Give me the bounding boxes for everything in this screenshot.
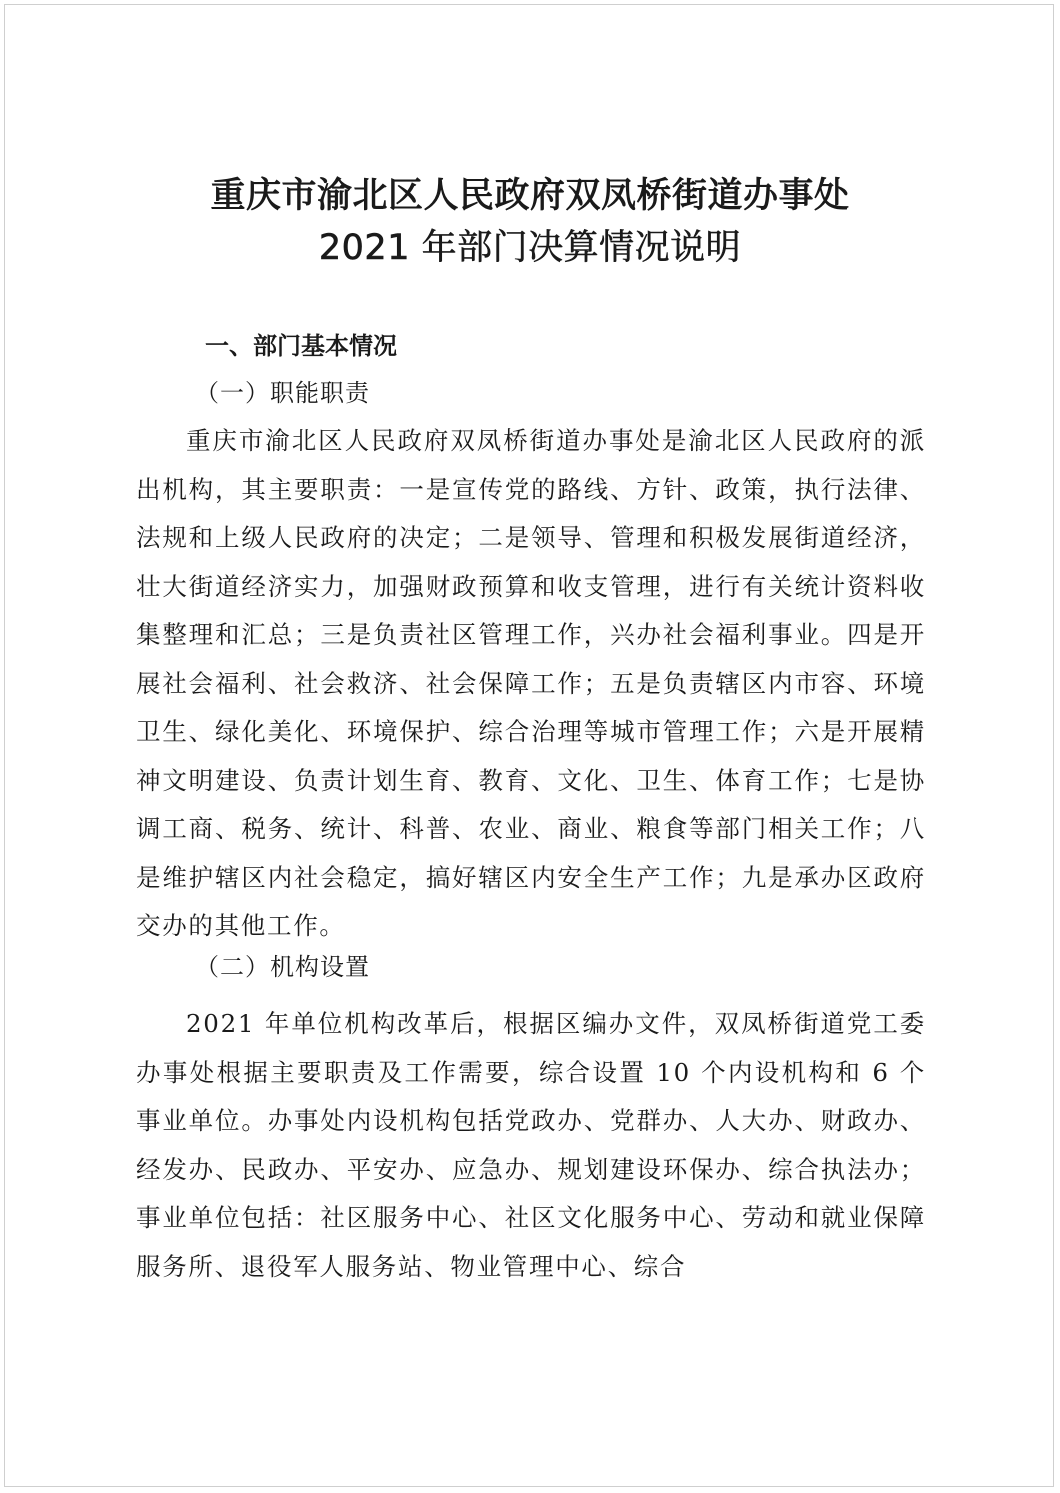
subsection-heading: （一）职能职责	[195, 379, 370, 407]
subsection-heading: （二）机构设置	[195, 953, 370, 981]
document-title-line1: 重庆市渝北区人民政府双凤桥街道办事处	[210, 176, 850, 216]
section-heading: 一、部门基本情况	[205, 332, 397, 360]
paragraph-organization: 2021 年单位机构改革后，根据区编办文件，双凤桥街道党工委办事处根据主要职责及工作需要，综合设置 10 个内设机构和 6 个事业单位。办事处内设机构包括党政办、党群办、人大办、财政办、经发办、民政办、平安办、应急办、规划建设环保办、综合执法办；事业单位包括：社区服务中心、社区文化服务中心、劳动和就业保障服务所、退役军人服务站、物业管理中心、综合	[136, 1009, 926, 1281]
document-title-line2: 2021 年部门决算情况说明	[318, 228, 742, 268]
paragraph-duties: 重庆市渝北区人民政府双凤桥街道办事处是渝北区人民政府的派出机构，其主要职责：一是宣传党的路线、方针、政策，执行法律、法规和上级人民政府的决定；二是领导、管理和积极发展街道经济，壮大街道经济实力，加强财政预算和收支管理，进行有关统计资料收集整理和汇总；三是负责社区管理工作，兴办社会福利事业。四是开展社会福利、社会救济、社会保障工作；五是负责辖区内市容、环境卫生、绿化美化、环境保护、综合治理等城市管理工作；六是开展精神文明建设、负责计划生育、教育、文化、卫生、体育工作；七是协调工商、税务、统计、科普、农业、商业、粮食等部门相关工作；八是维护辖区内社会稳定，搞好辖区内安全生产工作；九是承办区政府交办的其他工作。	[136, 426, 926, 940]
